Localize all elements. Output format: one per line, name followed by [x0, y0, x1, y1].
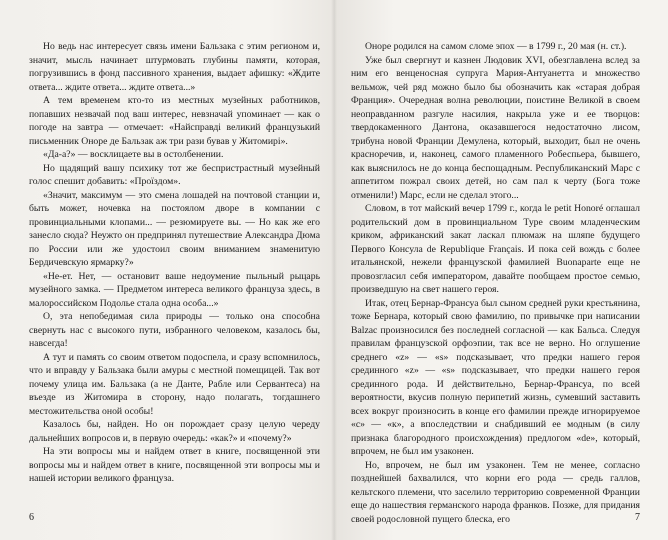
book-gutter	[331, 0, 337, 540]
paragraph: «Значит, максимум — это смена лошадей на почтовой станции и, быть может, ночевка на постоялом дворе в компании с провинциальными клопами... — резюмируете вы. — Но как же его занесло сюда? Неужто он предпринял путешествие Александра Дюма по России или же удостоил своим вниманием знаменитую Бердичевскую ярмарку?»	[29, 189, 320, 268]
paragraph: Казалось бы, найден. Но он порождает сразу целую череду дальнейших вопросов и, в первую очередь: «как?» и «почему?»	[29, 419, 320, 444]
paragraph: Словом, в тот майский вечер 1799 г., когда le petit Honoré оглашал родительский дом в провинциальном Туре своим младенческим криком, африканский закат ласкал плюмаж на шляпе будущего Первого Консула de Republique Français. И пока сей вождь с более итальянской, нежели французской фамилией Buonaparte еще не провозгласил себя императором, давайте пообщаем простое семью, произведшую на свет нашего героя.	[351, 203, 640, 295]
page-number: 7	[635, 512, 640, 523]
paragraph: А тут и память со своим ответом подоспела, и сразу вспомнилось, что и вправду у Бальзака были амуры с местной помещицей. Так вот почему улица им. Бальзака (а не Данте, Рабле или Сервантеса) на въезде из Житомира в сторону, надо полагать, тогдашнего местожительства оной особы!	[29, 351, 320, 417]
right-page	[334, 0, 668, 540]
paragraph: Но, впрочем, не был им узаконен. Тем не менее, согласно позднейшей бахвалился, что корни его рода — средь галлов, кельтского племени, что заселило территорию современной Франции еще до нашествия германского народа франков. Позже, для придания своей родословной пущего блеска, его	[351, 459, 640, 525]
paragraph: Но щадящий вашу психику тот же беспристрастный музейный голос спешит добавить: «Проїздом».	[29, 162, 320, 187]
paragraph: На эти вопросы мы и найдем ответ в книге, посвященной эти вопросы мы и найдем ответ в книге, посвященной эти вопросы мы и нашей истории великого француза.	[29, 446, 320, 484]
left-page-text	[29, 40, 320, 486]
paragraph: Но ведь нас интересует связь имени Бальзака с этим регионом и, значит, мысль начинает штурмовать глубины памяти, которая, погрузившись в фонд пассивного хранения, выдает афишку: «Ждите ответа... ждите ответа... ждите ответа...»	[29, 41, 320, 93]
paragraph: «Да-а?» — восклицаете вы в остолбенении.	[43, 149, 224, 160]
paragraph: Уже был свергнут и казнен Людовик XVI, обезглавлена вслед за ним его венценосная супруга Мария-Антуанетта и множество вельмож, чей ряд можно было бы обозначить как «старая добрая Франция». Очередная волна революции, поистине Великой в своем неоправданном разгуле насилия, накрыла уже и ее творцов: твердокаменного Дантона, оказавшегося недостаточно лисом, трибуна новой Франции Демулена, который, выходит, был не очень красноречив, и, наконец, самого пламенного Робеспьера, бывшего, как выяснилось не до конца беспощадным. Республиканский Марс с аппетитом пожрал своих детей, но сам пал к черту (Бога тоже отменили!) Марс, если не сделал этого...	[351, 54, 640, 201]
paragraph: А тем временем кто-то из местных музейных работников, попавших незвачай под ваш интерес, невзначай упоминает — как о погоде на завтра — отмечает: «Найсправді великий французький письменник Оноре де Бальзак аж три рази бував у Житомирі».	[29, 95, 320, 147]
paragraph: «Не-ет. Нет, — остановит ваше недоумение пыльный рыцарь музейного замка. — Предметом интереса великого француза здесь, в малороссийском Подолье стала одна особа...»	[29, 270, 320, 309]
page-number: 6	[29, 512, 34, 523]
paragraph: Оноре родился на самом сломе эпох — в 1799 г., 20 мая (н. ст.).	[365, 41, 627, 52]
paragraph: О, эта непобедимая сила природы — только она способна свернуть нас с высокого пути, избранного человеком, казалось бы, навсегда!	[29, 311, 320, 349]
paragraph: Итак, отец Бернар-Франсуа был сыном средней руки крестьянина, тоже Бернара, который свою фамилию, по привычке при написании Balzac произносился без последней согласной — как Бальса. Следуя правилам французской орфоэпии, так все не верно. Но оглушение среднего «z» — «s» подсказывает, что предки нашего героя срединного «z» — «s» подсказывает, что предки нашего героя срединного рода. И действительно, Бернар-Франсуа, по всей вероятности, вкусив полную перипетий жизнь, сумевший заставить всех вокруг произносить в конце его фамилии прежде игнорируемое «c» — «к», а впоследствии и снабдивший ее модным (в силу признака благородного происхождения) предлогом «de», который, впрочем, не был им узаконен.	[351, 297, 640, 457]
right-page-text	[351, 40, 640, 526]
